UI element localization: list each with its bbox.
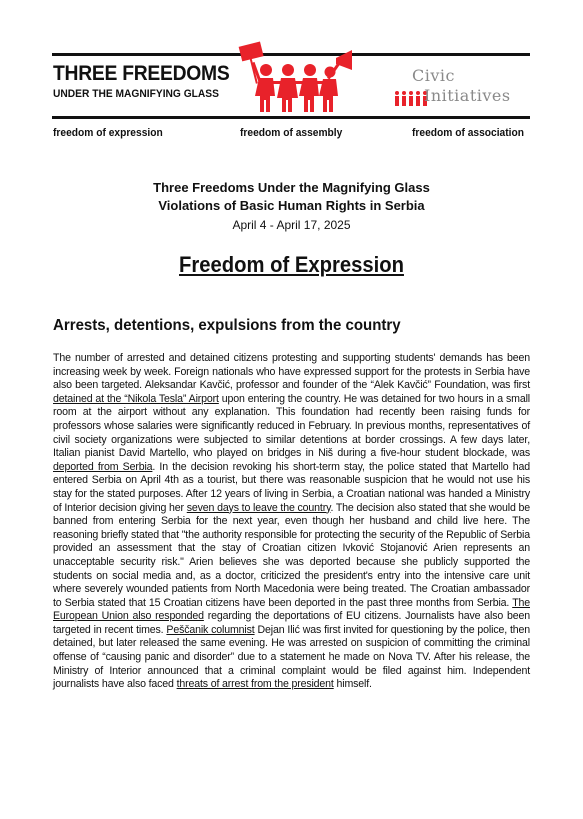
link-threats-of-arrest[interactable]: threats of arrest from the president: [176, 678, 334, 691]
civic-initiatives-logo: [394, 66, 528, 110]
link-airport-detention[interactable]: detained at the “Nikola Tesla” Airport: [53, 392, 219, 405]
report-dates: April 4 - April 17, 2025: [232, 218, 351, 232]
body-text-segment: Dejan Ilić was first invited for questioning by the police, then detained, but later released the same evening. He was arrested on suspicion of committing the criminal offense of “causing panic and disorder” due to a statement he made on Nova TV. After his release, the Ministry of Interior announced that a criminal complaint would be filed against him. Independent journalists have also faced: [53, 623, 530, 691]
subsection-title: Arrests, detentions, expulsions from the country: [53, 317, 401, 334]
report-title: Three Freedoms Under the Magnifying Glass: [153, 180, 430, 195]
link-seven-days-to-leave[interactable]: seven days to leave the country: [186, 501, 331, 514]
body-text-segment: upon entering the country. He was detained for two hours in a small room at the airport without any explanation. This foundation had recently been raising funds for professors whose salaries were significantly reduced in February. In previous months, representatives of civil society organizations were subjected to similar detentions at border crossings. A few days later, Italian pianist David Martello, who played on bridges in Niš during a five-hour student blockade, was: [53, 392, 530, 460]
report-subtitle: Violations of Basic Human Rights in Serbia: [158, 198, 425, 213]
brand-title: THREE FREEDOMS: [53, 62, 230, 85]
link-pescanik-columnist[interactable]: Peščanik columnist: [166, 623, 255, 636]
link-eu-responded[interactable]: The European Union also responded: [53, 596, 530, 623]
nav-freedom-of-association: freedom of association: [412, 127, 524, 139]
body-text-segment: himself.: [333, 678, 372, 691]
people-icon: [394, 90, 428, 106]
nav-freedom-of-assembly: freedom of assembly: [240, 127, 343, 139]
partner-logo-line2: Initiatives: [424, 86, 511, 105]
body-text-segment: regarding the deportations of EU citizens. Journalists have also been targeted in recent times.: [53, 610, 530, 636]
section-title: Freedom of Expression: [179, 252, 404, 277]
link-deported-from-serbia[interactable]: deported from Serbia: [53, 460, 153, 473]
brand-subtitle: UNDER THE MAGNIFYING GLASS: [53, 88, 219, 100]
protesters-with-flags-icon: [232, 40, 354, 114]
body-text-segment: . The decision also stated that she would be banned from entering Serbia for the next year, even though her husband and child live here. The reasoning briefly stated that "the authority responsible for protecting the security of the Republic of Serbia provided an assessment that the stay of Croatian citizen Ivković Stojanović Arien represents an unacceptable security risk." Arien believes she was deported because she publicly supported the students on social media and, as a doctor, criticized the president's entry into the intensive care unit where severely wounded patients from North Macedonia were being treated. The Croatian ambassador to Serbia stated that 15 Croatian citizens have been deported in the past three months from Serbia.: [53, 501, 530, 609]
body-paragraph: [53, 352, 530, 692]
partner-logo-line1: Civic: [412, 66, 455, 85]
body-text-segment: The number of arrested and detained citizens protesting and supporting students' demands has been increasing week by week. Foreign nationals who have expressed support for the protests in Serbia have also been targeted. Aleksandar Kavčić, professor and founder of the “Alek Kavčić” Foundation, was first: [53, 352, 530, 392]
header-bottom-rule: [52, 116, 530, 119]
body-text-segment: . In the decision revoking his short-term stay, the police stated that Martello had entered Serbia on April 4th as a tourist, but there was reasonable suspicion that he would not use his stay for the stated purposes. After 12 years of living in Serbia, a Croatian national was handed a Ministry of Interior decision giving her: [53, 460, 530, 514]
nav-freedom-of-expression: freedom of expression: [53, 127, 163, 139]
